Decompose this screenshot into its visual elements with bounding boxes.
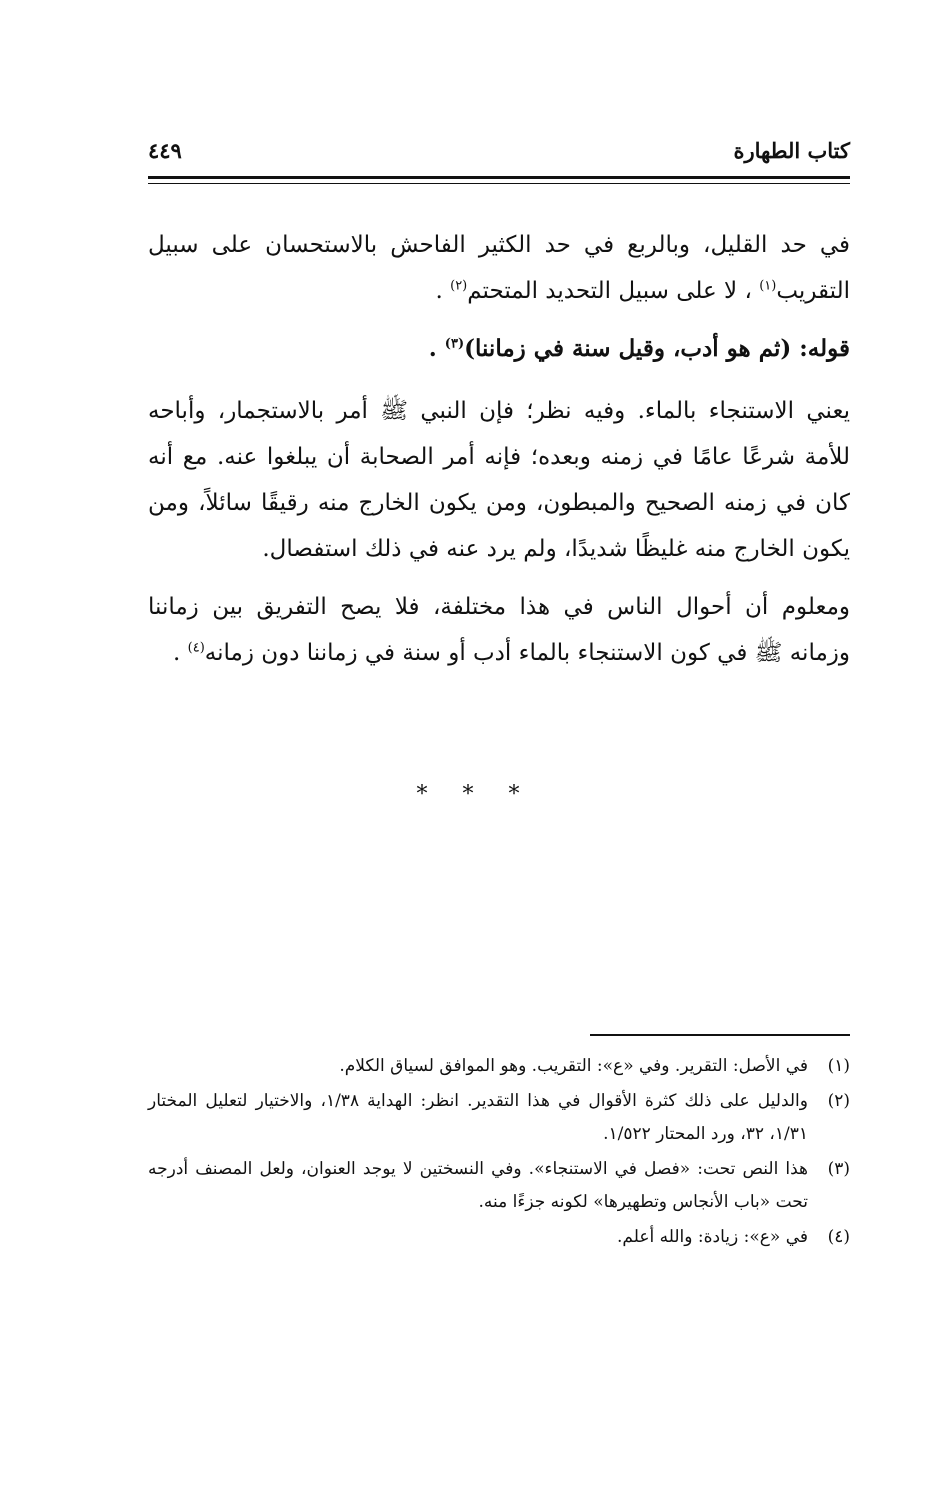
paragraph-1-text: في حد القليل، وبالربع في حد الكثير الفاحش بالاستحسان على سبيل التقريب [148,232,850,304]
footnote-text: هذا النص تحت: «فصل في الاستنجاء». وفي النسختين لا يوجد العنوان، ولعل المصنف أدرجه تحت «باب الأنجاس وتطهيرها» لكونه جزءًا منه. [148,1159,808,1212]
header-rule-thin [148,183,850,184]
footnote-ref-2: (٢) [450,278,468,294]
footnote-ref-3: (٣) [444,336,465,352]
footnote-number: (٢) [827,1091,850,1111]
footnote-text: في الأصل: التقرير. وفي «ع»: التقريب. وهو الموافق لسياق الكلام. [339,1056,808,1076]
running-header [148,138,850,172]
footnote-number: (٤) [827,1227,850,1247]
quote-heading-end: . [428,335,445,362]
paragraph-3 [148,584,850,676]
footnote-number: (٣) [827,1159,850,1179]
footnote-1 [148,1050,850,1083]
chapter-title: كتاب الطهارة [733,138,850,163]
paragraph-3-end: . [173,640,188,666]
footnote-3 [148,1153,850,1219]
paragraph-2: يعني الاستنجاء بالماء. وفيه نظر؛ فإن النبي ﷺ أمر بالاستجمار، وأباحه للأمة شرعًا عامًا في زمنه وبعده؛ فإنه أمر الصحابة أن يبلغوا عنه. مع أنه كان في زمنه الصحيح والمبطون، ومن يكون الخارج منه رقيقًا سائلاً، ومن يكون الخارج منه غليظًا شديدًا، ولم يرد عنه في ذلك استفصال. [148,398,850,562]
header-rule-thick [148,176,850,179]
footnotes [148,1050,850,1256]
paragraph-1 [148,222,850,314]
quote-heading [148,326,850,372]
footnote-rule [590,1034,850,1036]
section-separator: * * * [416,782,534,807]
footnote-4 [148,1221,850,1254]
footnote-ref-1: (١) [759,278,777,294]
footnote-2 [148,1085,850,1151]
quote-heading-text: قوله: (ثم هو أدب، وقيل سنة في زماننا) [464,335,850,362]
footnote-text: والدليل على ذلك كثرة الأقوال في هذا التقدير. انظر: الهداية ١/٣٨، والاختيار لتعليل المختار ١/٣١، ٣٢، ورد المحتار ١/٥٢٢. [148,1091,808,1144]
footnote-text: في «ع»: زيادة: والله أعلم. [617,1227,808,1247]
paragraph-1-mid: ، لا على سبيل التحديد المتحتم [467,278,760,304]
page-number: ٤٤٩ [148,138,182,163]
main-text [148,222,850,688]
paragraph-1-end: . [435,278,451,304]
footnote-ref-4: (٤) [187,640,205,656]
paragraph-3-text: ومعلوم أن أحوال الناس في هذا مختلفة، فلا يصح التفريق بين زماننا وزمانه ﷺ في كون الاستنجاء بالماء أدب أو سنة في زماننا دون زمانه [148,594,850,666]
footnote-number: (١) [827,1056,850,1076]
